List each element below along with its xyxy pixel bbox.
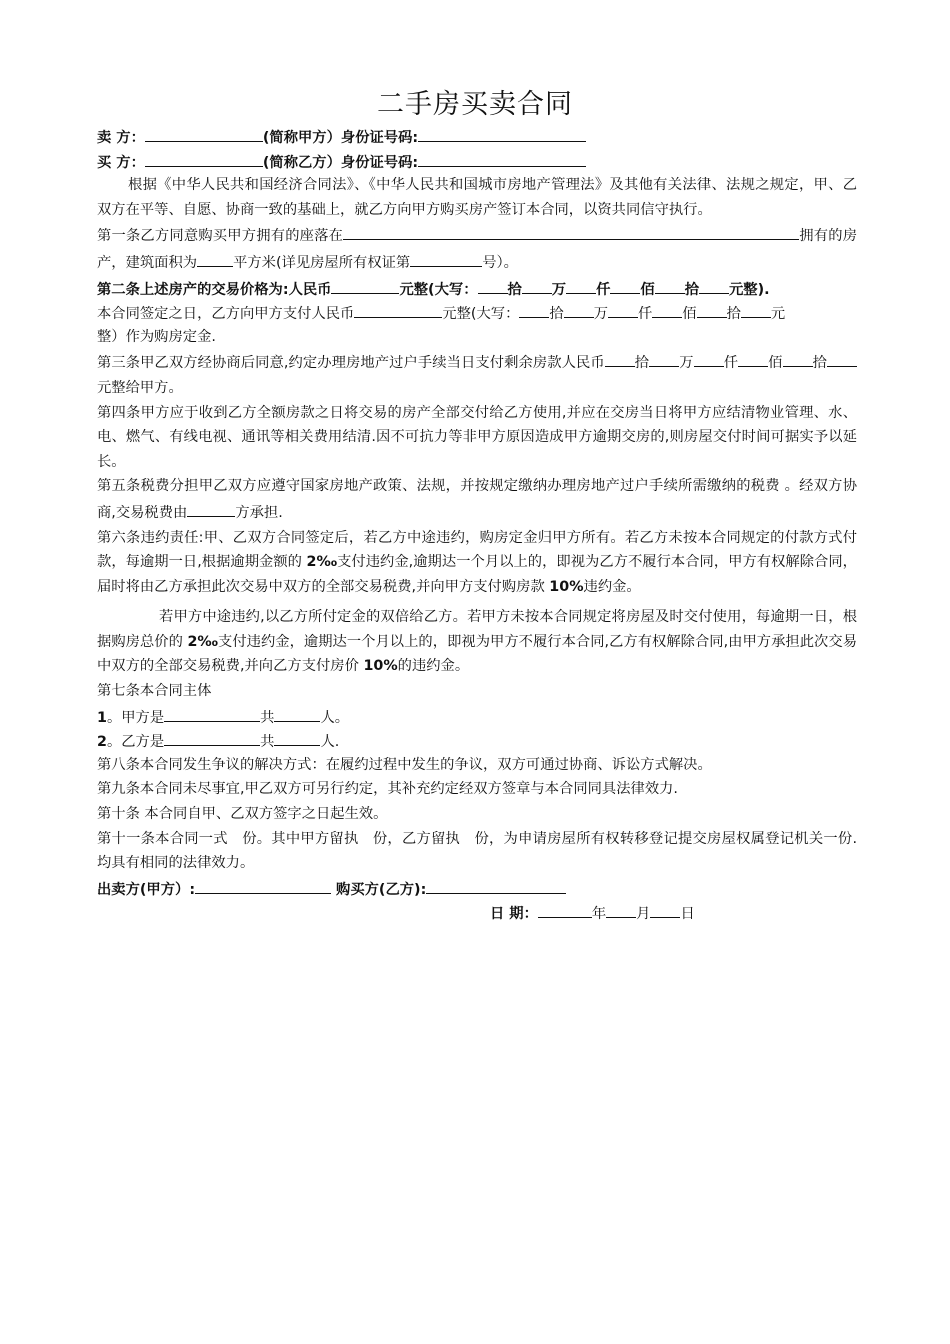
unit-label: 拾 [726, 306, 741, 323]
unit-label: 万 [679, 355, 694, 372]
article-2-text-b: 元整(大写： [399, 281, 478, 298]
month-blank [606, 900, 636, 918]
article-5 [97, 474, 857, 525]
blank [564, 300, 594, 318]
unit-label: 拾 [634, 355, 650, 372]
unit-label: 仟 [638, 306, 653, 323]
date-line [97, 900, 857, 925]
seller-signature-label: 出卖方(甲方）: [97, 881, 196, 898]
unit-label: 万 [551, 281, 567, 298]
area-blank [197, 249, 233, 267]
article-2-line-3: 整）作为购房定金. [97, 328, 216, 345]
unit-label: 仟 [596, 281, 611, 298]
buyer-signature-blank [426, 876, 566, 894]
count-label: 共 [260, 709, 275, 726]
blank [519, 300, 549, 318]
seller-line [97, 124, 857, 149]
date-label: 日 期： [490, 906, 538, 923]
article-5-text-a: 第五条税费分担甲乙双方应遵守国家房地产政策、法规，并按规定缴纳办理房地产过户手续所需缴纳的税费 。经双方协商,交易税费由 [97, 478, 857, 521]
blank [649, 349, 679, 367]
seller-label: 卖 方： [97, 130, 145, 146]
article-1-text-b: 拥有的房产，建筑面积为 [97, 228, 857, 271]
article-2-text-d: 元整(大写： [442, 306, 520, 323]
preamble: 根据《中华人民共和国经济合同法》、《中华人民共和国城市房地产管理法》及其他有关法律、法规之规定，甲、乙双方在平等、自愿、协商一致的基础上，就乙方向甲方购买房产签订本合同，以资共同信守执行。 [97, 177, 857, 218]
seller-id-blank [418, 124, 586, 142]
year-blank [538, 900, 592, 918]
document-title: 二手房买卖合同 [377, 89, 573, 120]
blank [694, 349, 724, 367]
blank [655, 276, 685, 294]
unit-label: 元 [770, 306, 786, 323]
seller-id-label: (简称甲方）身份证号码: [262, 130, 419, 146]
article-6-text-c: 违约金。 [583, 578, 641, 595]
person-unit: 人。 [320, 709, 350, 726]
contract-body [97, 124, 857, 925]
month-label: 月 [636, 906, 651, 923]
person-unit: 人. [320, 734, 340, 751]
blank [610, 276, 640, 294]
article-2-line-1 [97, 276, 857, 301]
blank [478, 276, 508, 294]
article-5-text-b: 方承担. [235, 504, 283, 521]
deposit-blank [354, 300, 442, 318]
party-a-count-blank [274, 704, 320, 722]
article-6 [97, 526, 857, 600]
buyer-id-blank [418, 149, 586, 167]
blank [741, 300, 771, 318]
penalty-rate: 2‰ [187, 633, 219, 650]
unit-label: 佰 [768, 355, 783, 372]
certificate-number-blank [410, 249, 482, 267]
article-10: 第十条 本合同自甲、乙双方签字之日起生效。 [97, 806, 388, 823]
article-2-text-c: 本合同签定之日，乙方向甲方支付人民币 [97, 306, 355, 323]
unit-label: 佰 [682, 306, 697, 323]
price-blank [331, 276, 399, 294]
unit-label: 拾 [507, 281, 522, 298]
year-label: 年 [591, 906, 607, 923]
penalty-rate: 2‰ [306, 554, 338, 571]
blank [699, 276, 729, 294]
party-b-blank [164, 728, 260, 746]
unit-label: 仟 [723, 355, 739, 372]
blank [608, 300, 638, 318]
blank [566, 276, 596, 294]
article-7-party-b [97, 728, 857, 753]
location-blank [343, 222, 799, 240]
blank [522, 276, 552, 294]
article-1 [97, 222, 857, 275]
signature-line [97, 876, 857, 901]
item-number: 1 [97, 709, 107, 726]
party-b-label: 。乙方是 [106, 734, 165, 751]
article-1-text-d: 号）。 [482, 254, 518, 271]
unit-label: 拾 [812, 355, 827, 372]
seller-signature-blank [195, 876, 331, 894]
article-3-text-a: 第三条甲乙双方经协商后同意,约定办理房地产过户手续当日支付剩余房款人民币 [97, 355, 605, 372]
blank [827, 349, 857, 367]
article-6b-text-b: 支付违约金，逾期达一个月以上的，即视为甲方不履行本合同,乙方有权解除合同,由甲方承担此次交易中双方的全部交易税费,并向乙方支付房价 [97, 633, 857, 675]
blank [738, 349, 768, 367]
buyer-label: 买 方： [97, 154, 145, 171]
penalty-percent: 10% [363, 658, 398, 675]
penalty-percent: 10% [549, 578, 584, 595]
unit-label: 万 [593, 306, 608, 323]
blank [652, 300, 682, 318]
article-3-text-b: 元整给甲方。 [97, 379, 183, 396]
article-6-seller-default [97, 605, 857, 679]
article-1-text-c: 平方米(详见房屋所有权证第 [233, 254, 411, 271]
unit-label: 拾 [549, 306, 564, 323]
article-11: 第十一条本合同一式 份。其中甲方留执 份，乙方留执 份，为申请房屋所有权转移登记提交房屋权属登记机关一份.均具有相同的法律效力。 [97, 830, 857, 872]
blank [605, 349, 635, 367]
party-a-blank [164, 704, 260, 722]
article-6-text-a: 第六条违约责任:甲、乙双方合同签定后，若乙方中途违约，购房定金归甲方所有。若乙方未按本合同规定的付款方式付款，每逾期一日,根据逾期金额的 [97, 529, 857, 571]
article-7-heading: 第七条本合同主体 [97, 683, 212, 700]
article-6-text-b: 支付违约金,逾期达一个月以上的，即视为乙方不履行本合同，甲方有权解除合同，届时将由乙方承担此次交易中双方的全部交易税费,并向甲方支付购房款 [97, 554, 857, 595]
seller-name-blank [145, 124, 263, 142]
buyer-name-blank [145, 149, 263, 167]
buyer-line [97, 149, 857, 174]
count-label: 共 [260, 734, 275, 751]
article-1-text-a: 第一条乙方同意购买甲方拥有的座落在 [97, 228, 344, 245]
buyer-id-label: (简称乙方）身份证号码: [262, 154, 419, 171]
buyer-signature-label: 购买方(乙方): [336, 881, 427, 898]
unit-label: 元整). [728, 281, 770, 298]
article-2-line-2 [97, 300, 857, 325]
article-2-text-a: 第二条上述房产的交易价格为:人民币 [97, 281, 332, 298]
tax-party-blank [187, 499, 235, 517]
article-8: 第八条本合同发生争议的解决方式：在履约过程中发生的争议，双方可通过协商、诉讼方式解决。 [97, 756, 712, 773]
article-4: 第四条甲方应于收到乙方全额房款之日将交易的房产全部交付给乙方使用,并应在交房当日将甲方应结清物业管理、水、电、燃气、有线电视、通讯等相关费用结清.因不可抗力等非甲方原因造成甲方逾期交房的,则房屋交付时间可据实予以延长。 [97, 404, 857, 470]
article-6b-text-c: 的违约金。 [397, 658, 470, 675]
blank [783, 349, 813, 367]
day-label: 日 [680, 906, 695, 923]
article-7-party-a [97, 704, 857, 729]
party-a-label: 。甲方是 [106, 709, 165, 726]
party-b-count-blank [274, 728, 320, 746]
item-number: 2 [97, 734, 107, 751]
article-9: 第九条本合同未尽事宜,甲乙双方可另行约定，其补充约定经双方签章与本合同同具法律效力. [97, 781, 678, 798]
unit-label: 拾 [684, 281, 699, 298]
article-3 [97, 349, 857, 400]
day-blank [650, 900, 680, 918]
article-6b-text-a: 若甲方中途违约,以乙方所付定金的双倍给乙方。若甲方未按本合同规定将房屋及时交付使用，每逾期一日，根据购房总价的 [97, 609, 857, 650]
unit-label: 佰 [640, 281, 655, 298]
blank [697, 300, 727, 318]
